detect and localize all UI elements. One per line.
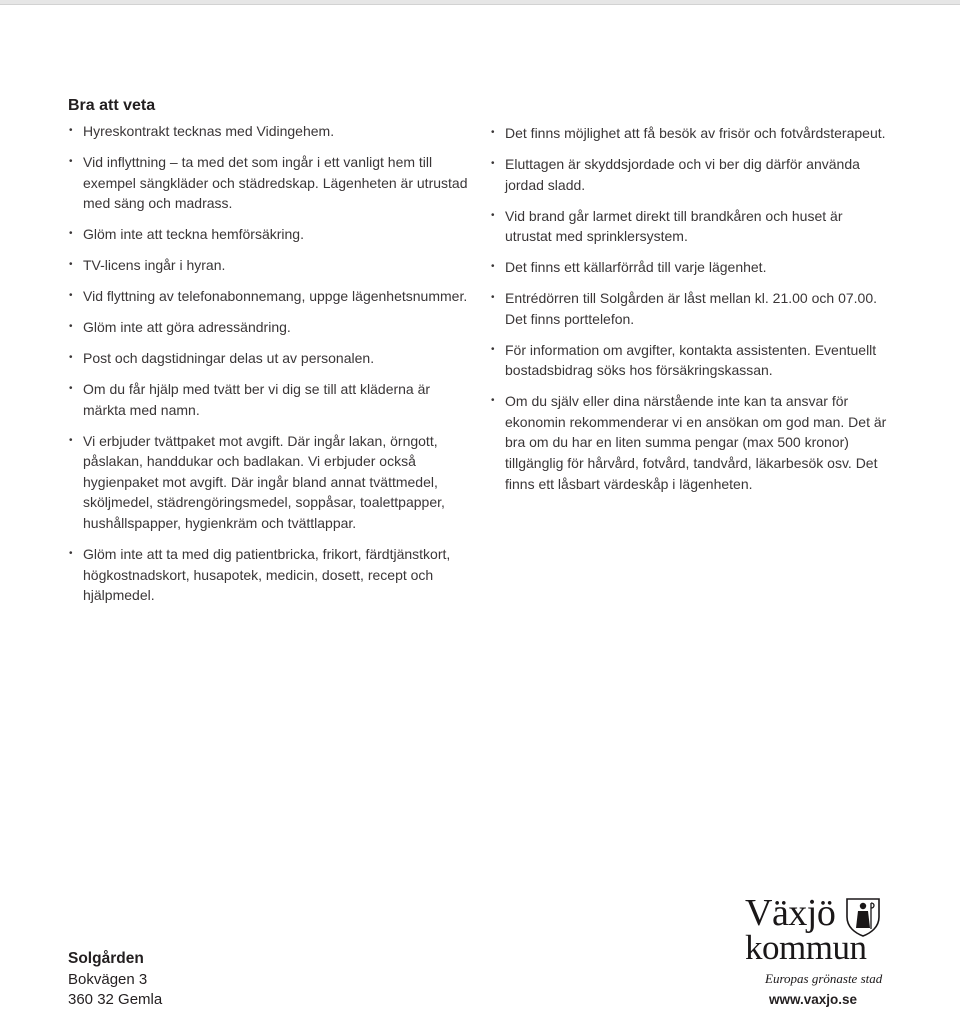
bullet-icon: • <box>491 157 495 169</box>
bullet-icon: • <box>491 395 495 407</box>
list-item <box>68 224 468 245</box>
list-item <box>68 255 468 276</box>
list-item <box>490 123 890 144</box>
list-item <box>68 431 468 534</box>
list-item-text: Entrédörren till Solgården är låst mellan kl. 21.00 och 07.00. Det finns porttelefon. <box>505 290 877 327</box>
address-city: 360 32 Gemla <box>68 991 163 1008</box>
list-item <box>68 379 468 420</box>
address-name: Solgården <box>68 950 144 967</box>
list-item-text: Det finns möjlighet att få besök av frisör och fotvårdsterapeut. <box>505 125 886 141</box>
list-item-text: Om du får hjälp med tvätt ber vi dig se till att kläderna är märkta med namn. <box>83 381 431 418</box>
list-item-text: Vid inflyttning – ta med det som ingår i ett vanligt hem till exempel sängkläder och städredskap. Lägenheten är utrustad med säng och madrass. <box>83 153 468 212</box>
list-item-text: Vi erbjuder tvättpaket mot avgift. Där ingår lakan, örngott, påslakan, handdukar och badlakan. Vi erbjuder också hygienpaket mot avgift. Där ingår bland annat tvättmedel, sköljmedel, städrengöringsmedel, soppåsar, toalettpapper, hushållspapper, hygienkräm och tvättlappar. <box>83 432 445 532</box>
address-street: Bokvägen 3 <box>68 970 148 988</box>
website-link[interactable]: www.vaxjo.se <box>769 992 858 1007</box>
list-item <box>490 154 890 195</box>
logo-tagline: Europas grönaste stad <box>765 971 883 986</box>
logo-word-kommun: kommun <box>745 928 867 967</box>
list-item <box>68 286 468 307</box>
list-item-text: Det finns ett källarförråd till varje lägenhet. <box>505 259 767 276</box>
list-item-text: Glöm inte att teckna hemförsäkring. <box>83 226 304 243</box>
list-item-text: Glöm inte att göra adressändring. <box>83 319 291 336</box>
list-item-text: Glöm inte att ta med dig patientbricka, frikort, färdtjänstkort, högkostnadskort, husapotek, medicin, dosett, recept och hjälpmedel. <box>83 546 451 604</box>
list-item <box>490 257 890 278</box>
logo-word-vaxjo: Växjö <box>745 892 836 934</box>
info-list-left <box>68 121 468 616</box>
list-item <box>490 288 890 329</box>
bullet-icon: • <box>69 383 73 395</box>
bullet-icon: • <box>491 209 495 221</box>
list-item-text: TV-licens ingår i hyran. <box>83 257 226 274</box>
vaxjo-kommun-logo <box>745 894 895 1009</box>
list-item <box>68 348 468 369</box>
page-heading: Bra att veta <box>68 97 156 114</box>
info-list-right <box>490 123 890 505</box>
bullet-icon: • <box>69 259 73 271</box>
bullet-icon: • <box>69 125 73 136</box>
bullet-icon: • <box>69 434 73 446</box>
address-block <box>68 949 162 1011</box>
list-item <box>490 206 890 247</box>
list-item <box>490 391 890 494</box>
bullet-icon: • <box>69 548 73 560</box>
bullet-icon: • <box>69 352 73 364</box>
coat-of-arms-icon <box>845 897 881 937</box>
list-item <box>68 317 468 338</box>
list-item-text: Eluttagen är skyddsjordade och vi ber dig därför använda jordad sladd. <box>505 155 860 193</box>
list-item <box>68 544 468 606</box>
list-item <box>490 340 890 381</box>
list-item-text: Post och dagstidningar delas ut av personalen. <box>83 350 375 367</box>
bullet-icon: • <box>69 290 73 302</box>
bullet-icon: • <box>69 321 73 333</box>
list-item-text: Om du själv eller dina närstående inte kan ta ansvar för ekonomin rekommenderar vi en ansökan om god man. Det är bra om du har en liten summa pengar (max 500 kronor) tillgänglig för hårvård, fotvård, tandvård, läkarbesök osv. Det finns ett låsbart värdeskåp i lägenheten. <box>505 393 887 492</box>
list-item <box>68 152 468 214</box>
bullet-icon: • <box>491 343 495 355</box>
bullet-icon: • <box>491 292 495 304</box>
list-item-text: Hyreskontrakt tecknas med Vidingehem. <box>83 123 335 139</box>
top-rule <box>0 0 960 5</box>
bullet-icon: • <box>69 228 73 240</box>
list-item-text: Vid flyttning av telefonabonnemang, uppge lägenhetsnummer. <box>83 288 468 305</box>
bullet-icon: • <box>491 127 495 138</box>
list-item-text: För information om avgifter, kontakta assistenten. Eventuellt bostadsbidrag söks hos försäkringskassan. <box>505 341 877 379</box>
bullet-icon: • <box>491 261 495 273</box>
list-item <box>68 121 468 142</box>
bullet-icon: • <box>69 155 73 167</box>
list-item-text: Vid brand går larmet direkt till brandkåren och huset är utrustat med sprinklersystem. <box>505 207 843 245</box>
